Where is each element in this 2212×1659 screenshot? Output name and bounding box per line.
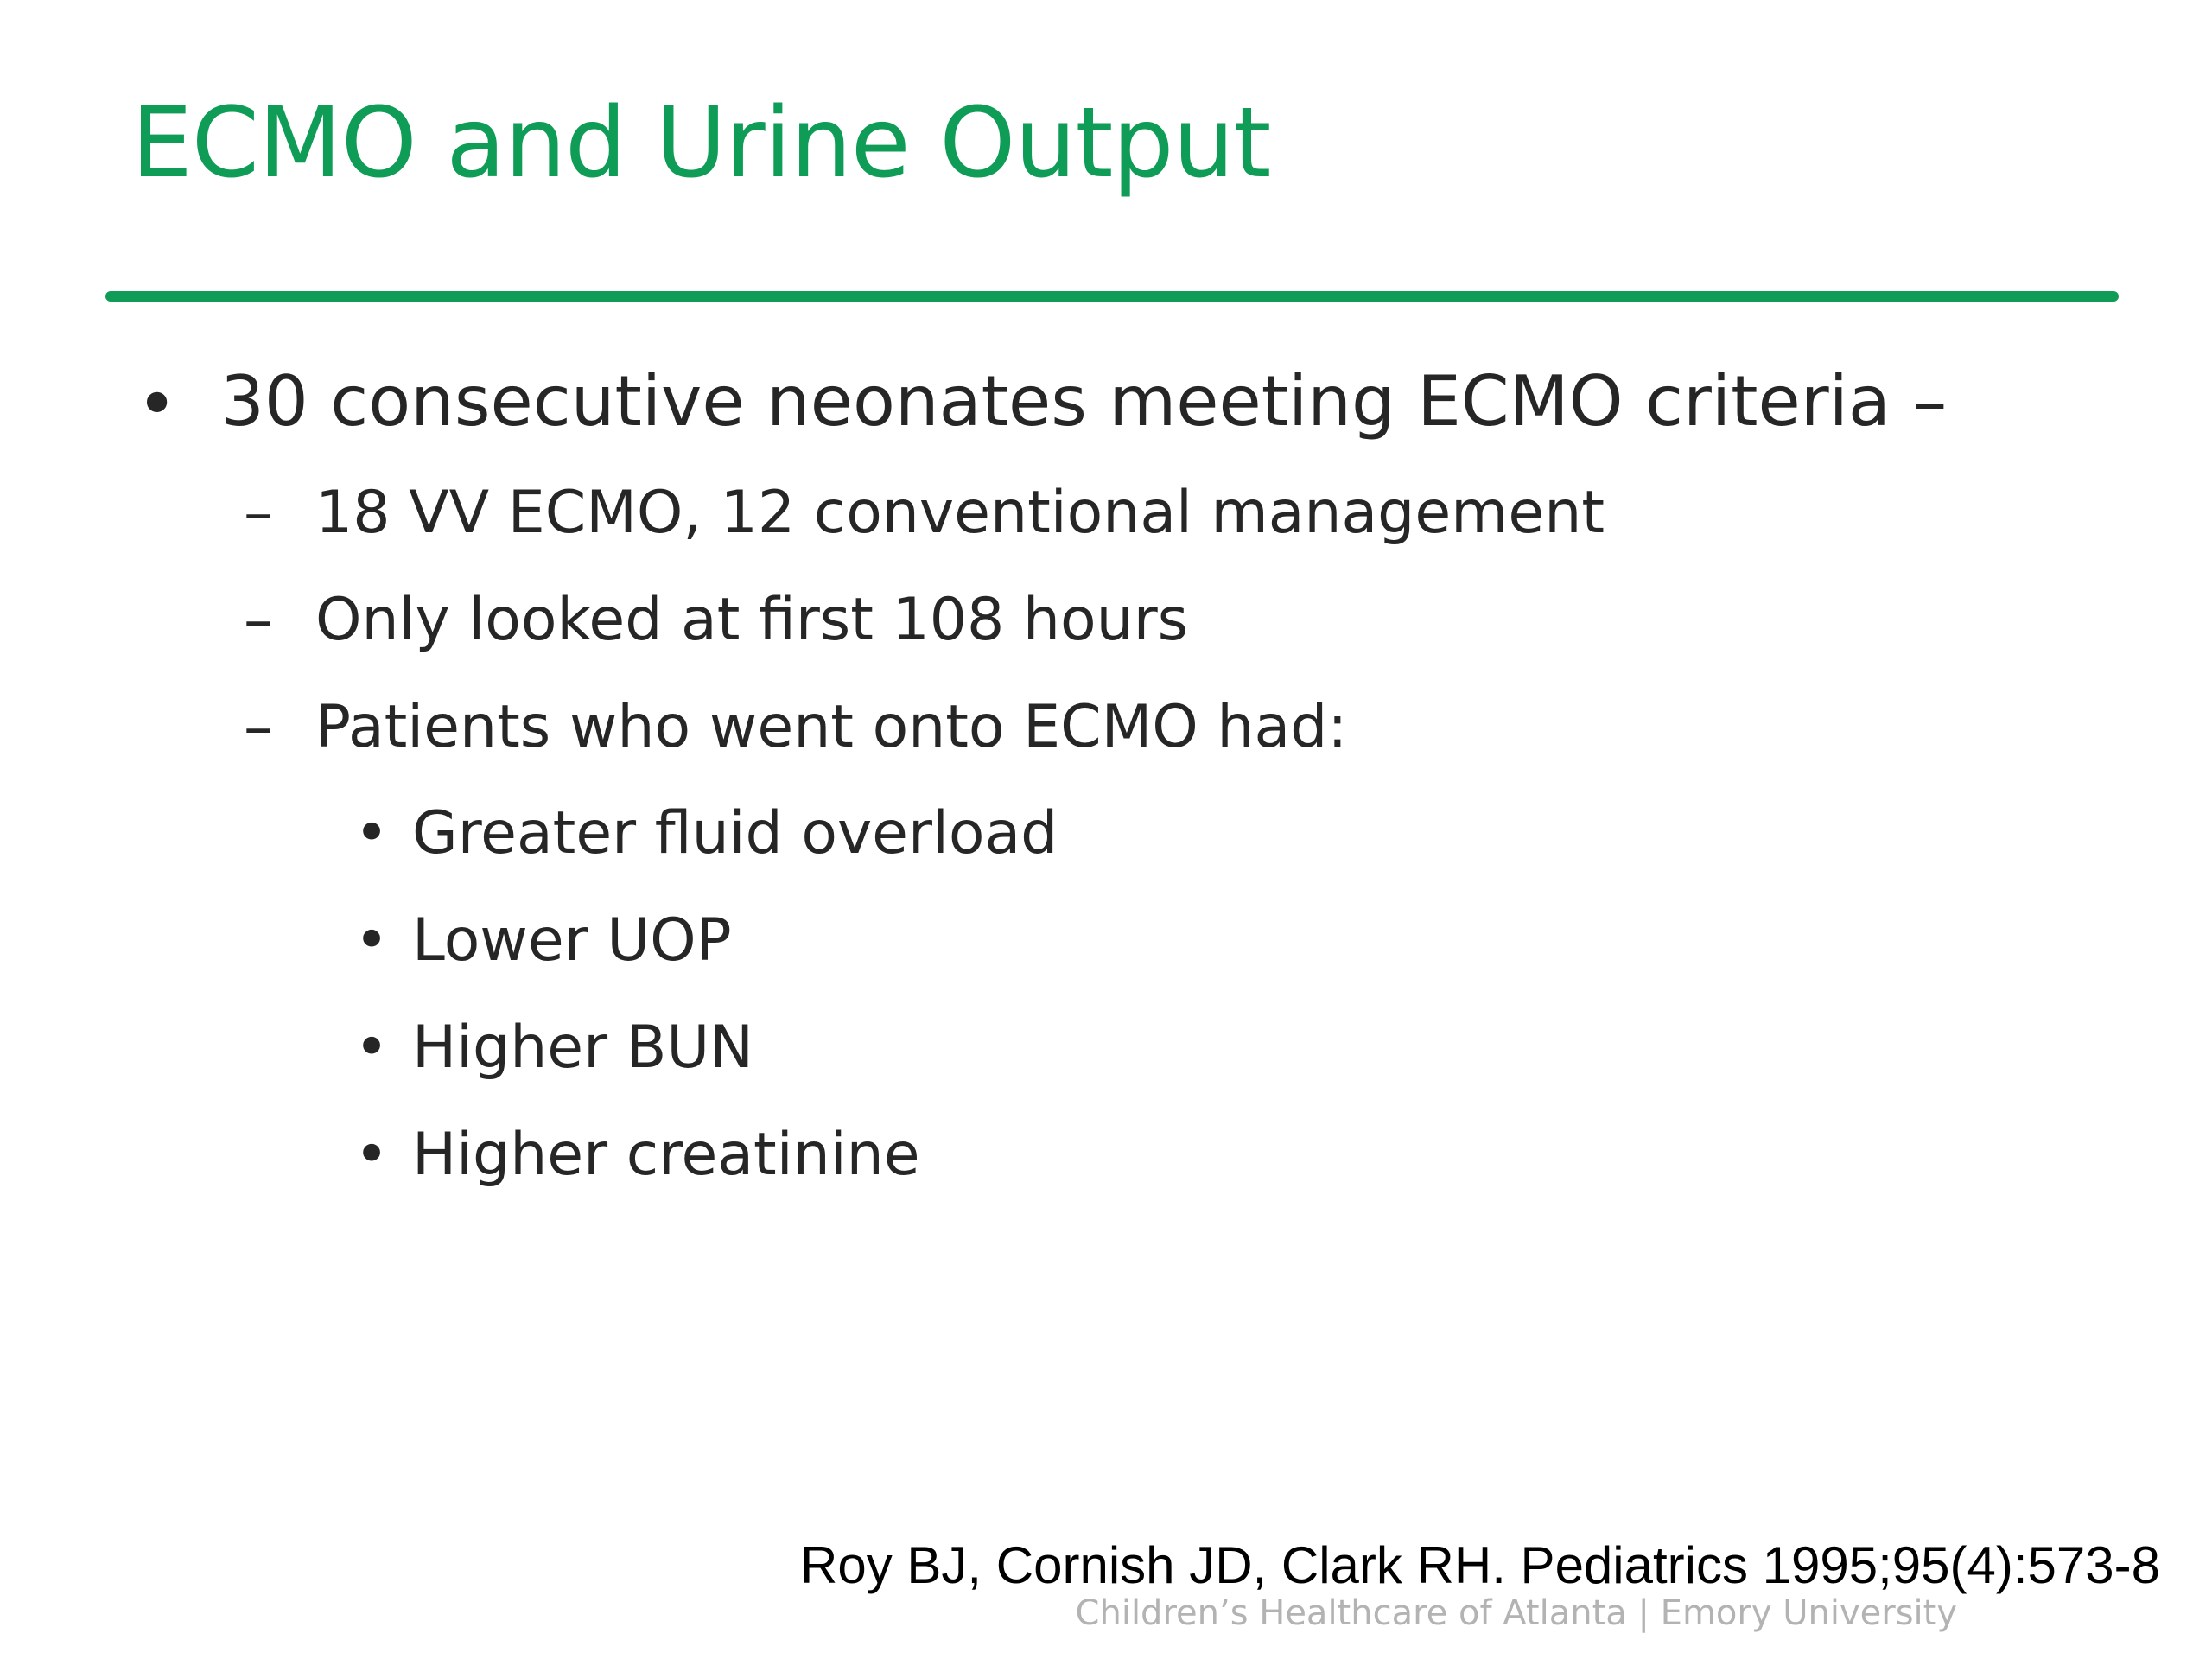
sub-bullet-marker: – bbox=[244, 586, 273, 654]
sub-sub-bullet-item: Lower UOP bbox=[412, 906, 732, 975]
sub-sub-bullet-marker: • bbox=[354, 1014, 390, 1082]
sub-bullet-marker: – bbox=[244, 479, 273, 547]
sub-bullet-item: 18 VV ECMO, 12 conventional management bbox=[315, 479, 1605, 547]
sub-sub-bullet-item: Higher BUN bbox=[412, 1014, 753, 1082]
sub-bullet-marker: – bbox=[244, 693, 273, 761]
sub-bullet-item: Patients who went onto ECMO had: bbox=[315, 693, 1348, 761]
sub-sub-bullet-marker: • bbox=[354, 799, 390, 868]
slide-title: ECMO and Urine Output bbox=[131, 87, 1271, 200]
bullet-item: 30 consecutive neonates meeting ECMO criteria – bbox=[220, 361, 1948, 442]
sub-sub-bullet-marker: • bbox=[354, 1121, 390, 1189]
sub-sub-bullet-item: Greater fluid overload bbox=[412, 799, 1058, 868]
footer-branding: Children’s Healthcare of Atlanta | Emory University bbox=[1075, 1593, 1957, 1633]
sub-bullet-item: Only looked at first 108 hours bbox=[315, 586, 1189, 654]
sub-sub-bullet-item: Higher creatinine bbox=[412, 1121, 920, 1189]
citation: Roy BJ, Cornish JD, Clark RH. Pediatrics 1995;95(4):573-8 bbox=[800, 1536, 2160, 1594]
sub-sub-bullet-marker: • bbox=[354, 906, 390, 975]
bullet-marker: • bbox=[137, 364, 178, 444]
